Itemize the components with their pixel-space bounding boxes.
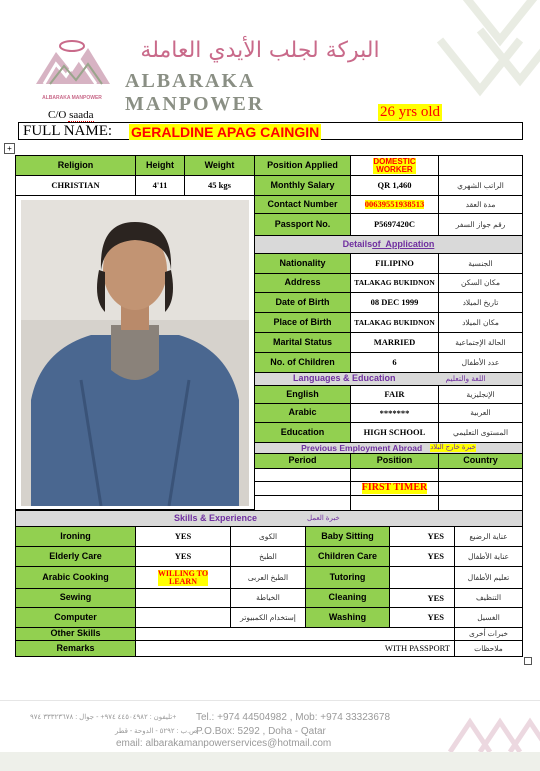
first-timer-badge: FIRST TIMER [361,482,428,494]
employment-heading-ar: خبرة خارج البلاد [430,444,476,452]
skill-value-a-4 [135,607,231,628]
full-name-label: FULL NAME: [23,123,113,139]
footer-email[interactable]: email: albarakamanpowerservices@hotmail.com [116,738,332,749]
language-value-0: FAIR [350,385,439,404]
footer-po: P.O.Box: 5292 , Doha - Qatar [196,726,326,737]
skill-arabic-b-0: عناية الرضيع [454,526,523,547]
weight-header: Weight [184,155,255,176]
skills-heading-ar: خبرة العمل [307,514,340,522]
details-heading-pre: Details [342,238,373,249]
photo-frame [15,195,255,510]
salary-arabic: الراتب الشهري [438,175,523,196]
skill-value-a-1: YES [135,546,231,567]
other-skills-value [135,627,455,641]
language-label-2: Education [254,422,351,443]
albaraka-logo-icon [30,36,114,92]
remarks-label: Remarks [15,640,136,657]
language-label-1: Arabic [254,403,351,423]
language-arabic-2: المستوى التعليمي [438,422,523,443]
contact-value-cell [350,195,439,214]
skills-heading-en: Skills & Experience [174,512,258,523]
passport-arabic: رقم جواز السفر [438,213,523,236]
employment-row-3c [438,495,523,511]
employment-row-1c [438,468,523,482]
language-label-0: English [254,385,351,404]
full-name-value: GERALDINE APAG CAINGIN [131,124,320,140]
skill-value-b-0: YES [389,526,455,547]
skill-value-a-2-line1: WILLING TO [157,568,209,578]
footer-po-arabic: ص.ب : ٥٢٩٢ - الدوحة - قطر [115,728,198,735]
passport-label: Passport No. [254,213,351,236]
details-arabic-2: تاريخ الميلاد [438,292,523,313]
skill-label-b-2: Tutoring [305,566,390,589]
languages-heading [254,372,523,386]
passport-value: P5697420C [350,213,439,236]
details-label-3: Place of Birth [254,312,351,333]
employment-row-3a [254,495,351,511]
country-header: Country [438,453,523,469]
skill-label-a-3: Sewing [15,588,136,608]
remarks-value: WITH PASSPORT [135,640,455,657]
skill-value-b-3: YES [389,588,455,608]
languages-heading-ar: اللغة والتعليم [445,374,486,384]
details-heading [254,235,523,254]
details-value-2: 08 DEC 1999 [350,292,439,313]
other-skills-label: Other Skills [15,627,136,641]
skill-value-a-2 [135,566,231,589]
skill-label-a-4: Computer [15,607,136,628]
position-applied-label: Position Applied [254,155,351,176]
details-label-0: Nationality [254,253,351,274]
footer-tel-arabic: تليفون : ٤٤٥٠٤٩٨٢ ٩٧٤+ - جوال : ٣٣٣٢٣٦٧٨ ٩٧٤+ [30,714,177,721]
skill-arabic-a-4: إستخدام الكمبيوتر [230,607,306,628]
skill-arabic-a-0: الكوى [230,526,306,547]
skills-heading [15,510,523,527]
language-arabic-0: الإنجليزية [438,385,523,404]
salary-label: Monthly Salary [254,175,351,196]
contact-arabic: مدة العقد [438,195,523,214]
salary-value: QR 1,460 [350,175,439,196]
footer-pattern-icon [440,708,540,752]
details-value-5: 6 [350,352,439,373]
skill-value-a-3 [135,588,231,608]
skill-arabic-a-1: الطبخ [230,546,306,567]
height-value: 4'11 [135,175,185,196]
details-label-4: Marital Status [254,332,351,353]
position-line1: DOMESTIC [373,156,416,166]
footer-divider [0,700,540,701]
languages-heading-en: Languages & Education [293,373,396,384]
position-line2: WORKER [376,164,413,174]
period-header: Period [254,453,351,469]
contact-label: Contact Number [254,195,351,214]
skill-label-b-1: Children Care [305,546,390,567]
details-heading-link[interactable]: of Application [372,238,435,249]
details-arabic-5: عدد الأطفال [438,352,523,373]
employment-row-1b [350,468,439,482]
corner-pattern-icon [400,0,540,110]
skill-label-b-4: Washing [305,607,390,628]
language-arabic-1: العربية [438,403,523,423]
details-value-1: TALAKAG BUKIDNON [350,273,439,293]
footer-bar [0,752,540,771]
skill-label-a-0: Ironing [15,526,136,547]
weight-value: 45 kgs [184,175,255,196]
employment-row-2a [254,481,351,496]
details-value-3: TALAKAG BUKIDNON [350,312,439,333]
skill-arabic-a-3: الخياطة [230,588,306,608]
footer [0,700,540,771]
company-name-english: ALBARAKA MANPOWER [125,70,265,115]
position-header: Position [350,453,439,469]
skill-value-b-2 [389,566,455,589]
details-arabic-1: مكان السكن [438,273,523,293]
remarks-arabic: ملاحظات [454,640,523,657]
skill-arabic-a-2: الطبخ العربى [230,566,306,589]
skill-arabic-b-2: تعليم الأطفال [454,566,523,589]
details-arabic-0: الجنسية [438,253,523,274]
skill-arabic-b-4: الغسيل [454,607,523,628]
details-value-0: FILIPINO [350,253,439,274]
move-handle-icon[interactable]: + [4,143,15,154]
skill-value-a-0: YES [135,526,231,547]
details-label-5: No. of Children [254,352,351,373]
co-label: C/O saada [48,109,94,121]
footer-tel: Tel.: +974 44504982 , Mob: +974 33323678 [196,712,391,723]
employment-row-2b [350,481,439,496]
logo-caption: ALBARAKA MANPOWER [42,95,102,101]
skill-label-a-2: Arabic Cooking [15,566,136,589]
language-value-2: HIGH SCHOOL [350,422,439,443]
details-label-2: Date of Birth [254,292,351,313]
resize-handle-icon[interactable] [524,657,532,665]
skill-value-b-4: YES [389,607,455,628]
employment-row-2c [438,481,523,496]
skill-value-a-2-line2: LEARN [168,576,197,586]
religion-header: Religion [15,155,136,176]
skill-label-b-0: Baby Sitting [305,526,390,547]
skill-arabic-b-1: عناية الأطفال [454,546,523,567]
religion-value: CHRISTIAN [15,175,136,196]
other-skills-arabic: خبرات أخرى [454,627,523,641]
employment-heading-en: Previous Employment Abroad [301,442,423,453]
language-value-1: ******* [350,403,439,423]
position-extra [438,155,523,176]
employment-row-3b [350,495,439,511]
details-arabic-3: مكان الميلاد [438,312,523,333]
age-badge: 26 yrs old [380,104,440,120]
full-name-row [18,122,523,140]
contact-value: 00639551938513 [364,199,425,210]
skill-value-b-1: YES [389,546,455,567]
applicant-photo [21,200,249,506]
skill-arabic-b-3: التنظيف [454,588,523,608]
skill-label-a-1: Elderly Care [15,546,136,567]
employment-row-1a [254,468,351,482]
height-header: Height [135,155,185,176]
skill-label-b-3: Cleaning [305,588,390,608]
details-value-4: MARRIED [350,332,439,353]
position-applied-value [350,155,439,176]
details-arabic-4: الحالة الإجتماعية [438,332,523,353]
company-name-arabic: البركة لجلب الأيدي العاملة [140,38,380,63]
details-label-1: Address [254,273,351,293]
